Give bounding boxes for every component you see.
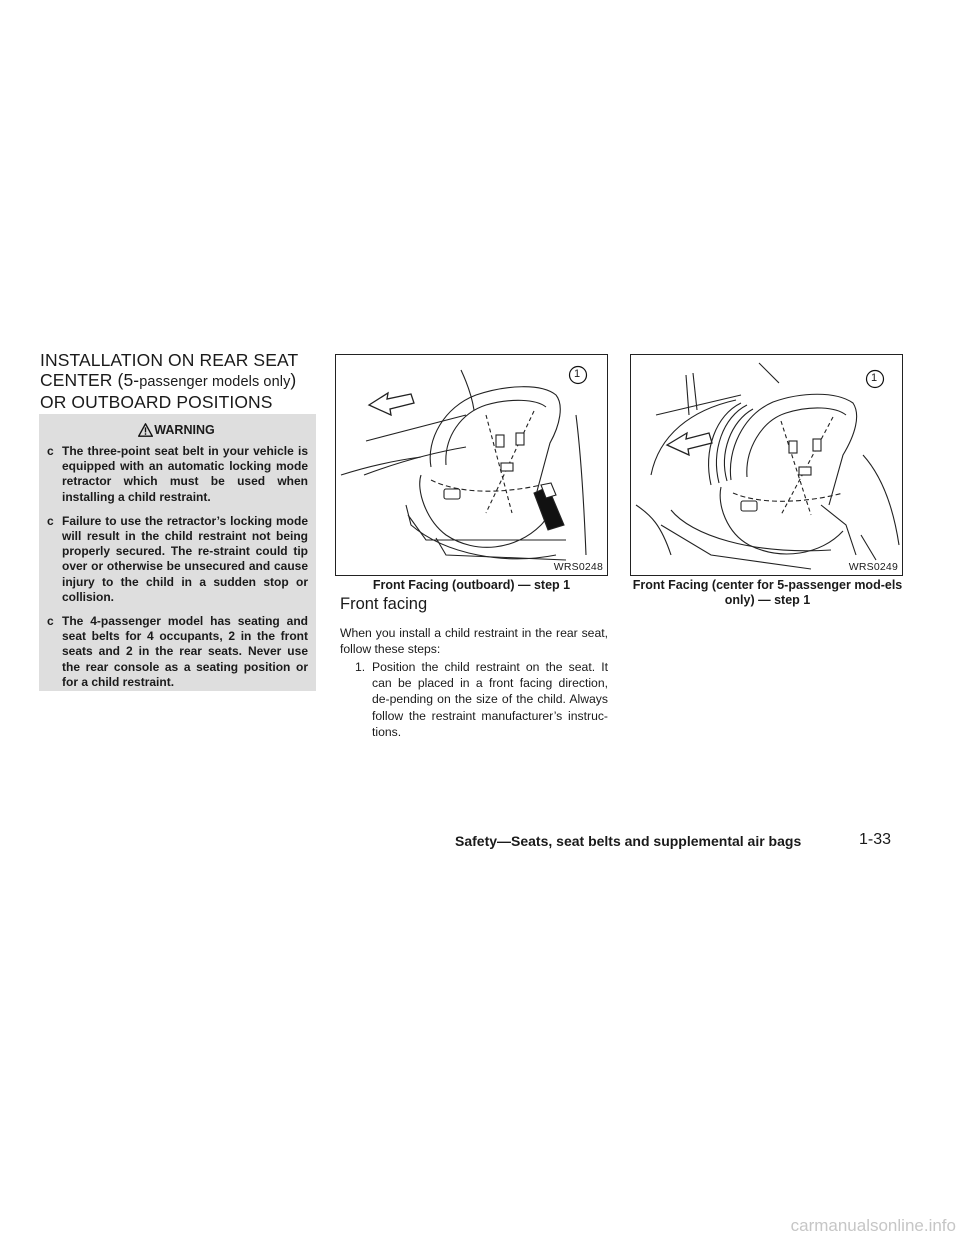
page-number: 1-33 — [859, 831, 892, 848]
heading-line-2a: CENTER (5- — [40, 370, 140, 390]
warning-item-1 — [45, 444, 308, 505]
figure-caption: Front Facing (outboard) — step 1 — [372, 578, 571, 592]
section-heading — [40, 350, 325, 412]
callout-label: 1 — [871, 372, 878, 384]
step-number: 1. — [355, 660, 366, 674]
warning-item-text: The 4-passenger model has seating and seat belts for 4 occupants, 2 in the front seats and 2 in the rear seats. Never use the rear console as a seating position or for a child restraint. — [62, 614, 308, 689]
step-text: Position the child restraint on the seat. It can be placed in a front facing direction, de-pending on the size of the child. Always follow the restraint manufacturer’s instruc-tions. — [372, 660, 608, 739]
warning-item-text: Failure to use the retractor’s locking mode will result in the child restraint not being properly secured. The re-straint could tip over or otherwise be unsecured and cause injury to the child in a sudden stop or collision. — [62, 513, 308, 604]
footer-section-title: Safety—Seats, seat belts and supplemental air bags — [455, 833, 802, 849]
warning-title — [45, 422, 308, 438]
bullet-icon: c — [47, 614, 54, 629]
watermark: carmanualsonline.info — [790, 1216, 956, 1235]
warning-title-text: WARNING — [154, 423, 215, 437]
sub-heading-front-facing: Front facing — [340, 595, 428, 613]
figure-code: WRS0248 — [553, 561, 603, 573]
callout-label: 1 — [574, 368, 581, 380]
figure-caption: Front Facing (center for 5-passenger mod-els only) — step 1 — [632, 578, 903, 607]
warning-item-text: The three-point seat belt in your vehicle is equipped with an automatic locking mode retractor which must be used when installing a child restraint. — [62, 444, 308, 504]
warning-item-3 — [45, 614, 308, 690]
warning-box — [39, 414, 316, 691]
direction-arrow-icon — [369, 393, 414, 415]
figure-outboard — [335, 354, 608, 576]
intro-paragraph: When you install a child restraint in the rear seat, follow these steps: — [340, 626, 608, 657]
step-item — [340, 659, 608, 740]
child-seat-center-illustration — [631, 355, 902, 575]
heading-line-2c: ) — [290, 370, 297, 390]
heading-line-3: OR OUTBOARD POSITIONS — [40, 392, 273, 412]
figure-code: WRS0249 — [848, 561, 898, 573]
warning-item-2 — [45, 514, 308, 605]
warning-triangle-icon — [138, 423, 153, 437]
bullet-icon: c — [47, 513, 54, 528]
heading-line-1: INSTALLATION ON REAR SEAT — [40, 350, 299, 370]
heading-line-2b: passenger models only — [139, 374, 291, 390]
warning-list — [45, 444, 308, 690]
child-seat-outboard-illustration — [336, 355, 607, 575]
bullet-icon: c — [47, 444, 54, 458]
direction-arrow-icon — [667, 433, 712, 455]
figure-center — [630, 354, 903, 576]
